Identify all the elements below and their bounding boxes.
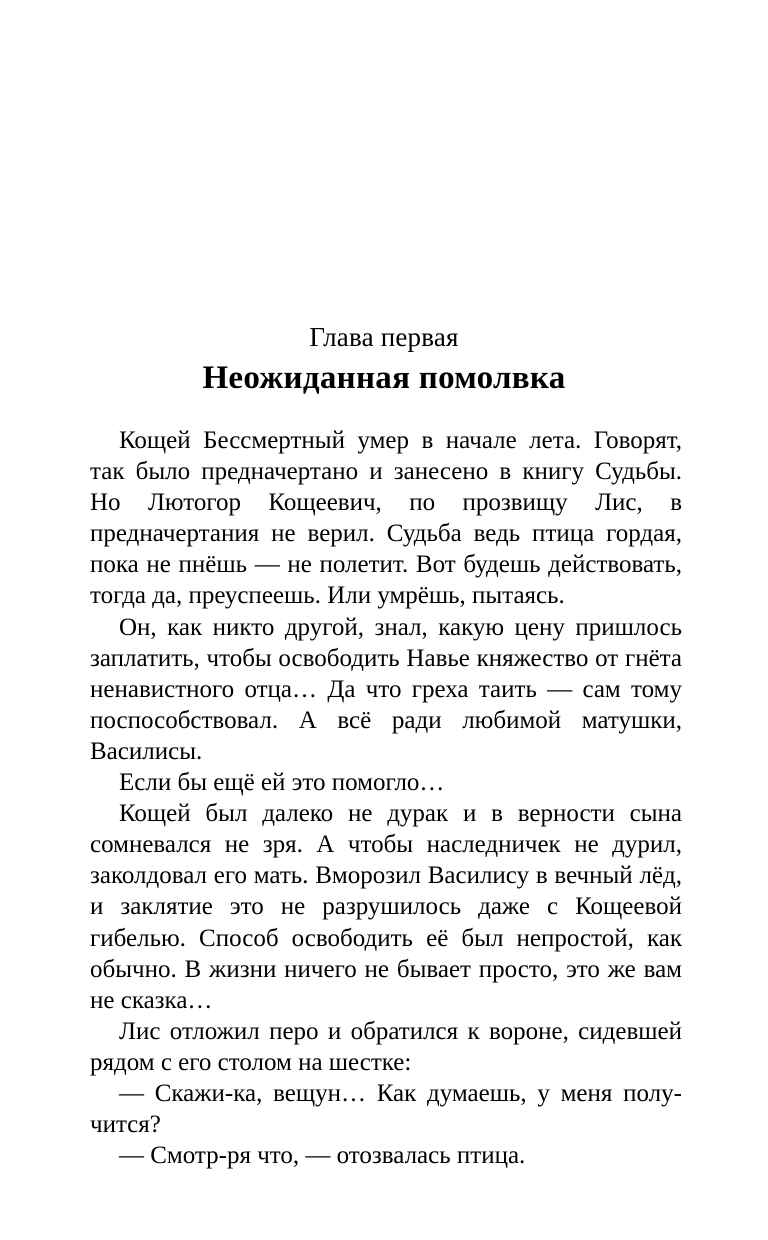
chapter-label: Глава первая [309, 322, 459, 352]
paragraph: Лис отложил перо и обратился к вороне, сидевшей рядом с его столом на шестке: [90, 1017, 682, 1076]
chapter-title: Неожиданная помолвка [202, 360, 566, 396]
paragraph: — Скажи-ка, вещун… Как думаешь, у меня получится? [90, 1079, 682, 1139]
paragraph: Кощей Бессмертный умер в начале лета. Говорят, так было предначертано и занесено в книгу Судьбы. Но Лютогор Кощеевич, по прозвищу Лис, в предначертания не верил. Судьба ведь птица гордая, пока не пнёшь — не полетит. Вот будешь действовать, тогда да, преуспеешь. Или умрёшь, пытаясь. [90, 427, 682, 610]
paragraph: Он, как никто другой, знал, какую цену пришлось заплатить, чтобы освободить Навье княжество от гнёта ненавистного отца… Да что греха таить — сам тому поспособствовал. А всё ради любимой матушки, Василисы. [90, 613, 682, 765]
paragraph: — Смотр-ря что, — отозвалась птица. [119, 1142, 526, 1170]
paragraph: Кощей был далеко не дурак и в верности сына сомневался не зря. А чтобы наследничек не дурил, заколдовал его мать. Вморозил Василису в вечный лёд, и заклятие это не разрушилось даже с Кощеевой гибелью. Способ освободить её был непростой, как обычно. В жизни ничего не бывает просто, это же вам не сказка… [90, 800, 682, 1014]
paragraph: Если бы ещё ей это помогло… [119, 769, 445, 797]
chapter-text [90, 425, 682, 1171]
